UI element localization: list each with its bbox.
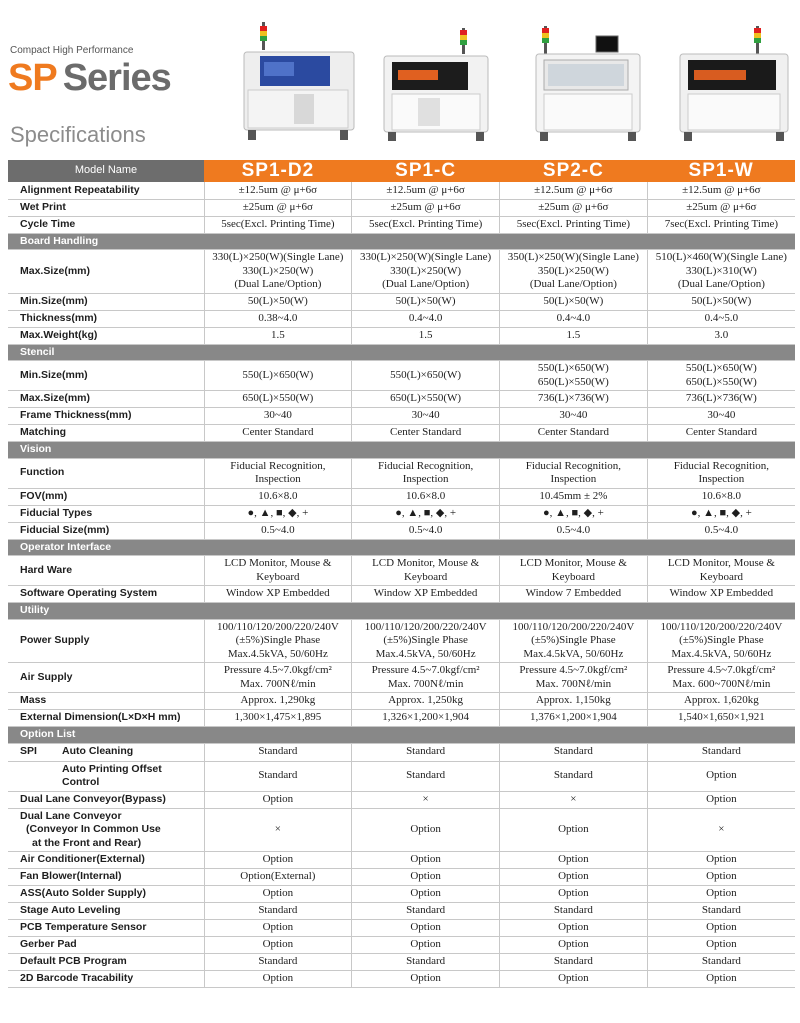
row-pcb-temp (8, 920, 795, 937)
row-fan-blower (8, 869, 795, 886)
row-cycle-time (8, 216, 795, 233)
cell: 10.6×8.0 (204, 488, 352, 505)
brand-sp: SP (8, 57, 57, 99)
cell: Approx. 1,290kg (204, 693, 352, 710)
cell: 1,540×1,650×1,921 (647, 710, 795, 727)
row-label: Max.Weight(kg) (8, 327, 204, 344)
cell: Option (647, 937, 795, 954)
row-mass (8, 693, 795, 710)
cell: × (204, 808, 352, 852)
cell: Center Standard (204, 425, 352, 442)
cell: Center Standard (352, 425, 500, 442)
cell: ●, ▲, ■, ◆, + (647, 505, 795, 522)
row-label: PCB Temperature Sensor (8, 920, 204, 937)
cell: Option (352, 852, 500, 869)
cell: 100/110/120/200/220/240V (±5%)Single Phase Max.4.5kVA, 50/60Hz (352, 619, 500, 663)
cell: Standard (500, 743, 648, 761)
cell: Option (647, 761, 795, 791)
cell: Option (647, 971, 795, 988)
row-label: Gerber Pad (8, 937, 204, 954)
cell: 5sec(Excl. Printing Time) (352, 216, 500, 233)
row-air-supply (8, 663, 795, 693)
machine-image-sp1-d2 (240, 22, 358, 144)
cell: Standard (647, 903, 795, 920)
cell: 0.5~4.0 (352, 522, 500, 539)
cell: 0.4~4.0 (352, 310, 500, 327)
cell: Option (500, 886, 648, 903)
row-label: Thickness(mm) (8, 310, 204, 327)
cell: 330(L)×250(W)(Single Lane) 330(L)×250(W) (Dual Lane/Option) (204, 250, 352, 294)
cell: 10.6×8.0 (352, 488, 500, 505)
model-sp1-c: SP1-C (352, 160, 500, 182)
cell: 30~40 (204, 408, 352, 425)
cell: Option (647, 869, 795, 886)
cell: ±12.5um @ μ+6σ (352, 182, 500, 199)
section-title: Option List (8, 727, 795, 744)
row-label: Air Supply (8, 663, 204, 693)
cell: ●, ▲, ■, ◆, + (204, 505, 352, 522)
row-thickness (8, 310, 795, 327)
section-title: Stencil (8, 344, 795, 361)
cell: Option (352, 808, 500, 852)
cell: 1,300×1,475×1,895 (204, 710, 352, 727)
section-title: Operator Interface (8, 539, 795, 556)
row-dual-lane-bypass (8, 791, 795, 808)
cell: 510(L)×460(W)(Single Lane) 330(L)×310(W) (Dual Lane/Option) (647, 250, 795, 294)
cell: 330(L)×250(W)(Single Lane) 330(L)×250(W) (Dual Lane/Option) (352, 250, 500, 294)
section-operator-interface (8, 539, 795, 556)
cell: 736(L)×736(W) (500, 391, 648, 408)
model-name-label: Model Name (8, 160, 204, 182)
cell: Option (352, 886, 500, 903)
machine-image-sp2-c (530, 22, 648, 144)
cell: 0.4~5.0 (647, 310, 795, 327)
cell: 0.5~4.0 (204, 522, 352, 539)
row-fiducial-types (8, 505, 795, 522)
model-sp1-w: SP1-W (647, 160, 795, 182)
cell: 30~40 (647, 408, 795, 425)
row-frame-thickness (8, 408, 795, 425)
cell: × (352, 791, 500, 808)
cell: Center Standard (500, 425, 648, 442)
cell: 650(L)×550(W) (204, 391, 352, 408)
cell: Window XP Embedded (352, 586, 500, 603)
row-label: Max.Size(mm) (8, 250, 204, 294)
cell: 1,326×1,200×1,904 (352, 710, 500, 727)
row-label: Air Conditioner(External) (8, 852, 204, 869)
row-stencil-max-size (8, 391, 795, 408)
row-label: Matching (8, 425, 204, 442)
cell: × (647, 808, 795, 852)
cell: 650(L)×550(W) (352, 391, 500, 408)
cell: Option (500, 971, 648, 988)
cell: 350(L)×250(W)(Single Lane) 350(L)×250(W) (Dual Lane/Option) (500, 250, 648, 294)
cell: Pressure 4.5~7.0kgf/cm² Max. 600~700Nℓ/min (647, 663, 795, 693)
cell: Standard (352, 761, 500, 791)
row-board-min-size (8, 293, 795, 310)
row-function (8, 458, 795, 488)
cell: Option (204, 852, 352, 869)
cell: Window 7 Embedded (500, 586, 648, 603)
row-label: Dual Lane Conveyor(Bypass) (8, 791, 204, 808)
cell: ±25um @ μ+6σ (352, 199, 500, 216)
cell: Standard (500, 761, 648, 791)
cell: Option (204, 886, 352, 903)
cell: ±25um @ μ+6σ (204, 199, 352, 216)
tagline: Compact High Performance (10, 45, 134, 56)
row-label: ASS(Auto Solder Supply) (8, 886, 204, 903)
row-label: Function (8, 458, 204, 488)
row-ass (8, 886, 795, 903)
row-power-supply (8, 619, 795, 663)
cell: Option (352, 937, 500, 954)
cell: 10.45mm ± 2% (500, 488, 648, 505)
row-software (8, 586, 795, 603)
cell: Option (647, 852, 795, 869)
brand-series: Series (62, 57, 171, 99)
cell: Standard (352, 743, 500, 761)
cell: Option (500, 937, 648, 954)
cell: Standard (204, 903, 352, 920)
row-label: Min.Size(mm) (8, 361, 204, 391)
row-label: Cycle Time (8, 216, 204, 233)
cell: Option (204, 971, 352, 988)
cell: Standard (647, 954, 795, 971)
machine-image-sp1-w (676, 22, 794, 144)
row-label: FOV(mm) (8, 488, 204, 505)
cell: 0.38~4.0 (204, 310, 352, 327)
row-label: Min.Size(mm) (8, 293, 204, 310)
row-label: Hard Ware (8, 556, 204, 586)
cell: × (500, 791, 648, 808)
cell: ±12.5um @ μ+6σ (204, 182, 352, 199)
row-stage-leveling (8, 903, 795, 920)
row-barcode (8, 971, 795, 988)
cell: Fiducial Recognition, Inspection (204, 458, 352, 488)
row-label: Wet Print (8, 199, 204, 216)
model-sp1-d2: SP1-D2 (204, 160, 352, 182)
section-board-handling (8, 233, 795, 250)
hero-banner (0, 0, 800, 158)
row-label: Dual Lane Conveyor (Conveyor In Common Use at the Front and Rear) (8, 808, 204, 852)
cell: 50(L)×50(W) (204, 293, 352, 310)
model-header-row (8, 160, 795, 182)
row-matching (8, 425, 795, 442)
row-hardware (8, 556, 795, 586)
cell: Fiducial Recognition, Inspection (500, 458, 648, 488)
row-label: Fiducial Size(mm) (8, 522, 204, 539)
cell: Option (500, 852, 648, 869)
row-air-conditioner (8, 852, 795, 869)
cell: 50(L)×50(W) (352, 293, 500, 310)
cell: Approx. 1,620kg (647, 693, 795, 710)
row-external-dimension (8, 710, 795, 727)
cell: Option (352, 971, 500, 988)
section-title: Utility (8, 603, 795, 620)
cell: 550(L)×650(W) (352, 361, 500, 391)
section-utility (8, 603, 795, 620)
row-label: Stage Auto Leveling (8, 903, 204, 920)
row-gerber-pad (8, 937, 795, 954)
row-board-max-size (8, 250, 795, 294)
row-auto-cleaning (8, 743, 795, 761)
cell: ±25um @ μ+6σ (647, 199, 795, 216)
cell: Option (204, 920, 352, 937)
cell: Standard (352, 903, 500, 920)
cell: Standard (500, 903, 648, 920)
brand-logo (8, 58, 171, 98)
row-label: Auto Printing Offset Control (8, 761, 204, 791)
row-label: 2D Barcode Tracability (8, 971, 204, 988)
cell: ±25um @ μ+6σ (500, 199, 648, 216)
row-alignment (8, 182, 795, 199)
cell: 0.5~4.0 (500, 522, 648, 539)
cell: Option (352, 869, 500, 886)
cell: ●, ▲, ■, ◆, + (352, 505, 500, 522)
row-label: Software Operating System (8, 586, 204, 603)
row-label: Max.Size(mm) (8, 391, 204, 408)
cell: 0.5~4.0 (647, 522, 795, 539)
cell: 5sec(Excl. Printing Time) (500, 216, 648, 233)
row-dual-lane-common (8, 808, 795, 852)
cell: 0.4~4.0 (500, 310, 648, 327)
cell: ●, ▲, ■, ◆, + (500, 505, 648, 522)
row-max-weight (8, 327, 795, 344)
cell: 1.5 (500, 327, 648, 344)
row-label: Frame Thickness(mm) (8, 408, 204, 425)
spec-table (8, 160, 795, 988)
cell: 550(L)×650(W) 650(L)×550(W) (500, 361, 648, 391)
cell: 50(L)×50(W) (647, 293, 795, 310)
row-label: Default PCB Program (8, 954, 204, 971)
cell: LCD Monitor, Mouse & Keyboard (204, 556, 352, 586)
row-default-pcb (8, 954, 795, 971)
cell: 100/110/120/200/220/240V (±5%)Single Phase Max.4.5kVA, 50/60Hz (204, 619, 352, 663)
cell: 3.0 (647, 327, 795, 344)
cell: Window XP Embedded (647, 586, 795, 603)
cell: 736(L)×736(W) (647, 391, 795, 408)
cell: 1.5 (204, 327, 352, 344)
row-fiducial-size (8, 522, 795, 539)
section-title: Board Handling (8, 233, 795, 250)
cell: Standard (204, 761, 352, 791)
cell: 100/110/120/200/220/240V (±5%)Single Phase Max.4.5kVA, 50/60Hz (647, 619, 795, 663)
cell: 100/110/120/200/220/240V (±5%)Single Phase Max.4.5kVA, 50/60Hz (500, 619, 648, 663)
cell: Approx. 1,250kg (352, 693, 500, 710)
cell: LCD Monitor, Mouse & Keyboard (352, 556, 500, 586)
row-label: External Dimension(L×D×H mm) (8, 710, 204, 727)
section-stencil (8, 344, 795, 361)
cell: Option(External) (204, 869, 352, 886)
row-label: Fiducial Types (8, 505, 204, 522)
cell: 550(L)×650(W) (204, 361, 352, 391)
section-vision (8, 442, 795, 459)
cell: Option (647, 791, 795, 808)
cell: 10.6×8.0 (647, 488, 795, 505)
cell: Center Standard (647, 425, 795, 442)
cell: Standard (204, 954, 352, 971)
cell: Pressure 4.5~7.0kgf/cm² Max. 700Nℓ/min (204, 663, 352, 693)
cell: 30~40 (352, 408, 500, 425)
row-fov (8, 488, 795, 505)
cell: 50(L)×50(W) (500, 293, 648, 310)
cell: ±12.5um @ μ+6σ (647, 182, 795, 199)
cell: Fiducial Recognition, Inspection (352, 458, 500, 488)
cell: Option (647, 920, 795, 937)
row-label: Fan Blower(Internal) (8, 869, 204, 886)
cell: 30~40 (500, 408, 648, 425)
page-title: Specifications (10, 122, 146, 147)
cell: Option (500, 808, 648, 852)
section-title: Vision (8, 442, 795, 459)
cell: Standard (647, 743, 795, 761)
cell: 550(L)×650(W) 650(L)×550(W) (647, 361, 795, 391)
cell: Fiducial Recognition, Inspection (647, 458, 795, 488)
cell: LCD Monitor, Mouse & Keyboard (647, 556, 795, 586)
cell: Option (500, 920, 648, 937)
row-stencil-min-size (8, 361, 795, 391)
cell: Standard (204, 743, 352, 761)
cell: 1,376×1,200×1,904 (500, 710, 648, 727)
row-wet-print (8, 199, 795, 216)
cell: Option (352, 920, 500, 937)
row-label: Mass (8, 693, 204, 710)
cell: Window XP Embedded (204, 586, 352, 603)
machine-image-sp1-c (378, 22, 496, 144)
row-label: Alignment Repeatability (8, 182, 204, 199)
cell: 1.5 (352, 327, 500, 344)
section-option-list (8, 727, 795, 744)
model-sp2-c: SP2-C (500, 160, 648, 182)
spi-label: SPI (20, 745, 37, 758)
cell: Approx. 1,150kg (500, 693, 648, 710)
row-label: Power Supply (8, 619, 204, 663)
cell: Standard (352, 954, 500, 971)
cell: Option (647, 886, 795, 903)
cell: Standard (500, 954, 648, 971)
cell: Option (204, 937, 352, 954)
cell: Pressure 4.5~7.0kgf/cm² Max. 700Nℓ/min (352, 663, 500, 693)
cell: Option (500, 869, 648, 886)
cell: 7sec(Excl. Printing Time) (647, 216, 795, 233)
cell: Option (204, 791, 352, 808)
cell: LCD Monitor, Mouse & Keyboard (500, 556, 648, 586)
row-auto-offset (8, 761, 795, 791)
cell: ±12.5um @ μ+6σ (500, 182, 648, 199)
cell: Pressure 4.5~7.0kgf/cm² Max. 700Nℓ/min (500, 663, 648, 693)
row-label: Auto Cleaning (62, 745, 134, 758)
cell: 5sec(Excl. Printing Time) (204, 216, 352, 233)
